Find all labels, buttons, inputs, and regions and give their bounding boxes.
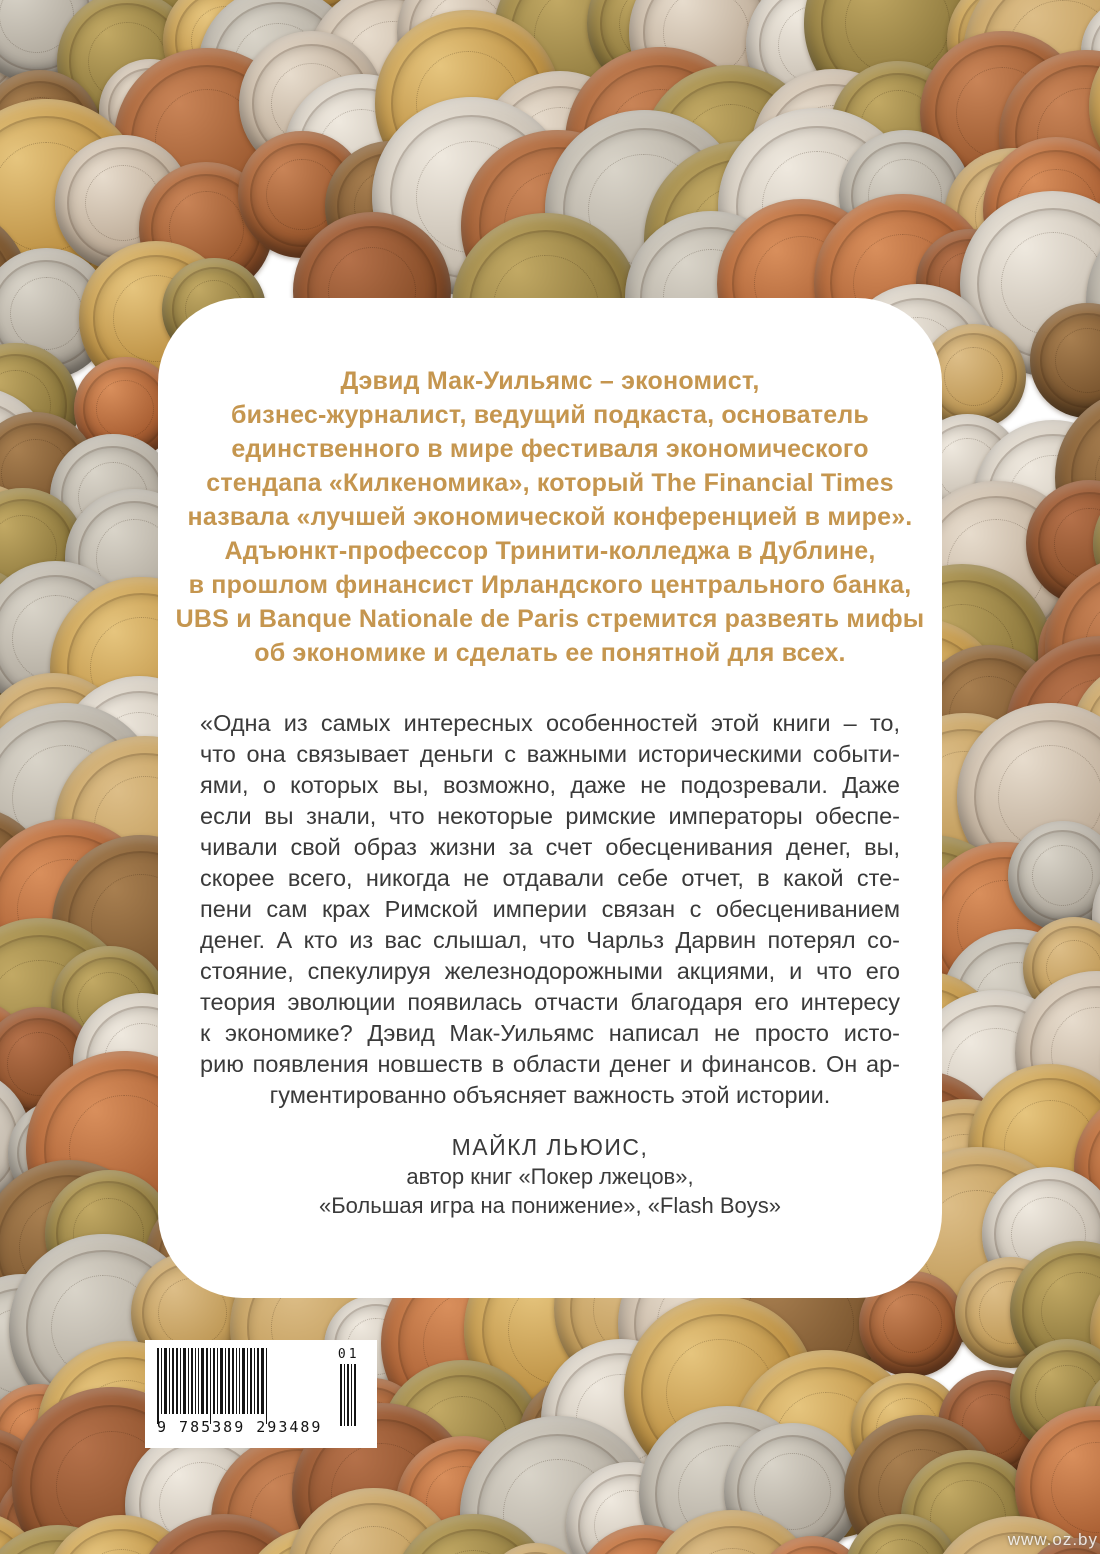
- barcode-addon: [330, 1348, 367, 1426]
- text-line: об экономике и сделать ее понятной для всех.: [254, 639, 846, 667]
- text-line: денег. А кто из вас слышал, что Чарльз Дарвин потерял со-: [200, 927, 900, 953]
- text-line: пени сам крах Римской империи связан с обесцениванием: [200, 896, 900, 922]
- text-line: стояние, спекулируя железнодорожными акциями, и что его: [200, 958, 900, 984]
- text-line: Дэвид Мак-Уильямс – экономист,: [340, 367, 760, 395]
- text-line: автор книг «Покер лжецов»,: [406, 1164, 694, 1189]
- text-line: назвала «лучшей экономической конференцией в мире».: [187, 503, 913, 531]
- coin-inscription-ring: [944, 347, 1003, 406]
- text-line: стендапа «Килкеномика», который The Financial Times: [206, 469, 894, 497]
- white-center-panel: [158, 298, 942, 1298]
- coin-inscription-ring: [883, 1294, 942, 1353]
- barcode-label: [145, 1340, 377, 1448]
- text-line: Адъюнкт-профессор Тринити-колледжа в Дублине,: [224, 537, 876, 565]
- text-line: бизнес-журналист, ведущий подкаста, основатель: [231, 401, 869, 429]
- text-line: МАЙКЛ ЛЬЮИС,: [451, 1134, 649, 1160]
- barcode-digits: 9 785389 293489: [157, 1418, 323, 1436]
- text-line: что она связывает деньги с важными историческими событи-: [200, 741, 900, 767]
- coin-inscription-ring: [96, 380, 154, 438]
- text-line: гументированно объясняет важность этой истории.: [269, 1082, 831, 1108]
- text-line: если вы знали, что некоторые римские императоры обеспе-: [200, 803, 900, 829]
- text-line: единственного в мире фестиваля экономического: [231, 435, 869, 463]
- watermark: www.oz.by: [1007, 1530, 1098, 1549]
- text-line: ями, о которых вы, возможно, даже не подозревали. Даже: [200, 772, 900, 798]
- text-line: чивали свой образ жизни за счет обесценивания денег, вы,: [200, 834, 900, 860]
- barcode-addon-number: 01: [337, 1347, 360, 1362]
- coin-inscription-ring: [10, 277, 83, 350]
- text-line: рию появления новшеств в области денег и финансов. Он ар-: [200, 1051, 900, 1077]
- review-quote: [200, 708, 900, 1111]
- author-bio: [158, 364, 942, 670]
- text-line: к экономике? Дэвид Мак-Уильямс написал не просто исто-: [200, 1020, 900, 1046]
- text-line: теория эволюции появилась отчасти благодаря его интересу: [200, 989, 900, 1015]
- text-line: «Большая игра на понижение», «Flash Boys»: [319, 1193, 781, 1218]
- text-line: UBS и Banque Nationale de Paris стремится развеять мифы: [175, 605, 925, 633]
- quote-attribution: [158, 1133, 942, 1220]
- barcode-addon-bars: [340, 1364, 358, 1426]
- text-line: в прошлом финансист Ирландского центрального банка,: [188, 571, 912, 599]
- barcode-bars: [157, 1348, 322, 1414]
- text-line: скорее всего, никогда не отдавали себе отчет, в какой сте-: [200, 865, 900, 891]
- coin-rim: [766, 1546, 858, 1554]
- text-line: «Одна из самых интересных особенностей этой книги – то,: [200, 710, 900, 736]
- barcode-main: [157, 1348, 322, 1442]
